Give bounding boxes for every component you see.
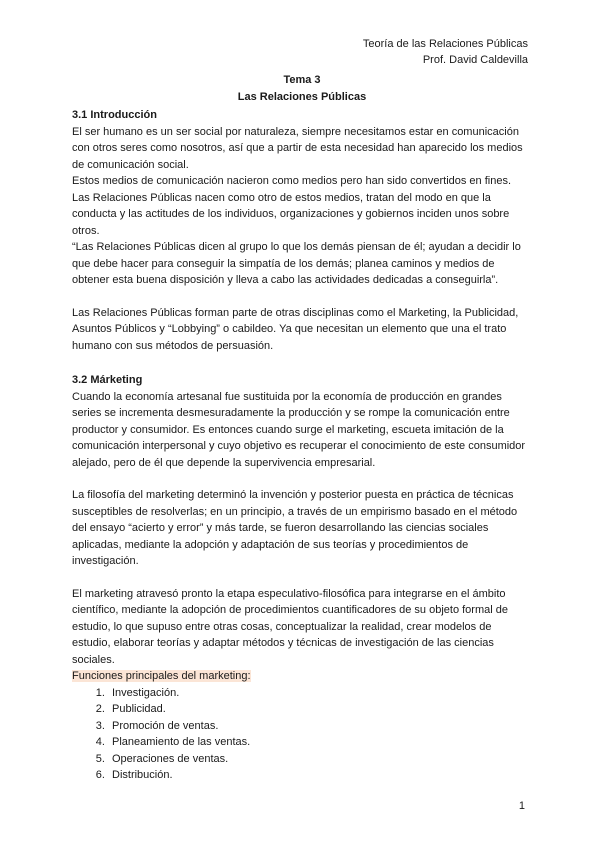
paragraph: La filosofía del marketing determinó la invención y posterior puesta en práctica de técnicas susceptibles de resolverlas; en un principio, a través de un empirismo basado en el método del ensayo “acierto y error” y más tarde, se fueron desarrollando las ciencias sociales aplicadas, mediante la adopción y adaptación de sus teorías y procedimientos de investigación.: [72, 489, 518, 567]
list-item: 3. Promoción de ventas.: [108, 718, 532, 735]
quote-paragraph: “Las Relaciones Públicas dicen al grupo lo que los demás piensan de él; ayudan a decidir lo que debe hacer para conseguir la simpatía de los demás; planea caminos y medios de obtener esta buena disposición y lleva a cabo las actividades dedicadas a conseguirla”.: [72, 241, 521, 286]
spacer: [72, 289, 532, 305]
paragraph: El ser humano es un ser social por naturaleza, siempre necesitamos estar en comunicación con otros seres como nosotros, así que a partir de esta necesidad han aparecido los medios de comunicación social.: [72, 125, 523, 171]
functions-label-line: [72, 668, 532, 685]
section-heading-introduccion: 3.1 Introducción: [72, 109, 157, 121]
paragraph: El marketing atravesó pronto la etapa especulativo-filosófica para integrarse en el ámbito científico, mediante la adopción de procedimientos cuantificadores de su objeto formal de estudio, lo que supuso entre otras cosas, conceptualizar la realidad, crear modelos de estudio, elaborar teorías y adaptar métodos y técnicas de investigación de las ciencias sociales.: [72, 587, 508, 666]
paragraph: Las Relaciones Públicas nacen como otro de estos medios, tratan del modo en que la conducta y las actitudes de los individuos, organizaciones y gobiernos inciden unos sobre otros.: [72, 191, 510, 237]
spacer: [72, 471, 532, 487]
paragraph: Cuando la economía artesanal fue sustituida por la economía de producción en grandes series se incrementa desmesuradamente la producción y se rompe la comunicación entre productor y consumidor. Es entonces cuando surge el marketing, escueta imitación de la comunicación interpersonal y cuyo objetivo es recuperar el conocimiento de este consumidor alejado, pero de él que depende la supervivencia empresarial.: [72, 390, 526, 469]
header-professor: Prof. David Caldevilla: [422, 53, 528, 66]
topic-subtitle: Las Relaciones Públicas: [237, 90, 367, 103]
list-item: 5. Operaciones de ventas.: [108, 751, 532, 768]
header-course-title: Teoría de las Relaciones Públicas: [362, 38, 528, 50]
spacer: [72, 354, 532, 370]
list-item: 1. Investigación.: [108, 685, 532, 702]
list-item: 6. Distribución.: [108, 767, 532, 784]
paragraph: Estos medios de comunicación nacieron como medios pero han sido convertidos en fines.: [72, 175, 512, 187]
section-heading-marketing: 3.2 Márketing: [72, 374, 143, 386]
topic-title: Tema 3: [283, 74, 321, 86]
paragraph: Las Relaciones Públicas forman parte de otras disciplinas como el Marketing, la Publicidad, Asuntos Públicos y “Lobbying” o cabildeo. Ya que necesitan un elemento que una el trato humano con sus métodos de persuasión.: [72, 306, 519, 352]
functions-label: Funciones principales del marketing:: [72, 670, 251, 682]
functions-list: [72, 685, 532, 784]
page-content: [72, 72, 532, 784]
spacer: [72, 570, 532, 586]
page-header: [363, 37, 528, 68]
page-number: 1: [518, 800, 525, 812]
list-item: 4. Planeamiento de las ventas.: [108, 734, 532, 751]
list-item: 2. Publicidad.: [108, 701, 532, 718]
